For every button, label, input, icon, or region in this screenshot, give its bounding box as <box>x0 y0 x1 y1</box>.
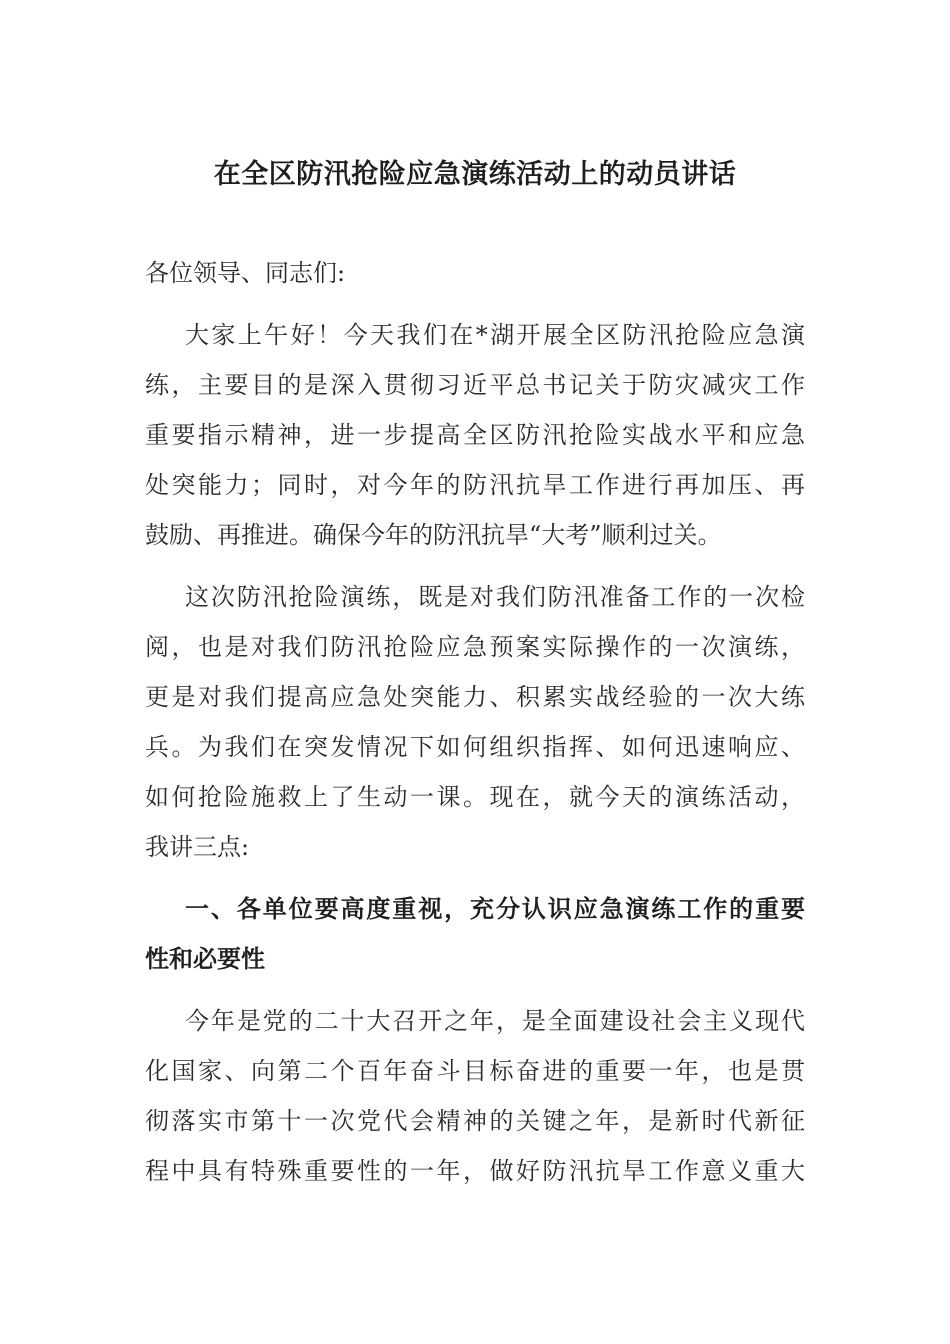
paragraph-line: 今年是党的二十大召开之年，是全面建设社会主义现代 <box>185 1007 805 1035</box>
paragraph-line: 程中具有特殊重要性的一年，做好防汛抗旱工作意义重大 <box>145 1157 805 1185</box>
paragraph-line: 更是对我们提高应急处突能力、积累实战经验的一次大练 <box>145 683 805 711</box>
paragraph-line: 这次防汛抢险演练，既是对我们防汛准备工作的一次检 <box>185 583 805 611</box>
paragraph-line: 化国家、向第二个百年奋斗目标奋进的重要一年，也是贯 <box>145 1057 805 1085</box>
paragraph-line: 阅，也是对我们防汛抢险应急预案实际操作的一次演练， <box>145 633 805 661</box>
paragraph-line: 兵。为我们在突发情况下如何组织指挥、如何迅速响应、 <box>145 733 805 761</box>
paragraph-line: 处突能力；同时，对今年的防汛抗旱工作进行再加压、再 <box>145 471 805 499</box>
document-title: 在全区防汛抢险应急演练活动上的动员讲话 <box>213 159 737 190</box>
section-heading: 性和必要性 <box>145 945 265 973</box>
paragraph-line: 大家上午好！今天我们在*湖开展全区防汛抢险应急演 <box>185 321 805 349</box>
paragraph-line: 重要指示精神，进一步提高全区防汛抢险实战水平和应急 <box>145 421 805 449</box>
paragraph-line: 练，主要目的是深入贯彻习近平总书记关于防灾减灾工作 <box>145 371 805 399</box>
salutation: 各位领导、同志们: <box>145 259 346 287</box>
paragraph-line: 如何抢险施救上了生动一课。现在，就今天的演练活动， <box>145 783 805 811</box>
section-heading: 一、各单位要高度重视，充分认识应急演练工作的重要 <box>185 895 805 923</box>
paragraph-line: 鼓励、再推进。确保今年的防汛抗旱“大考”顺利过关。 <box>145 521 722 549</box>
paragraph-line: 我讲三点: <box>145 833 250 861</box>
paragraph-line: 彻落实市第十一次党代会精神的关键之年，是新时代新征 <box>145 1107 805 1135</box>
